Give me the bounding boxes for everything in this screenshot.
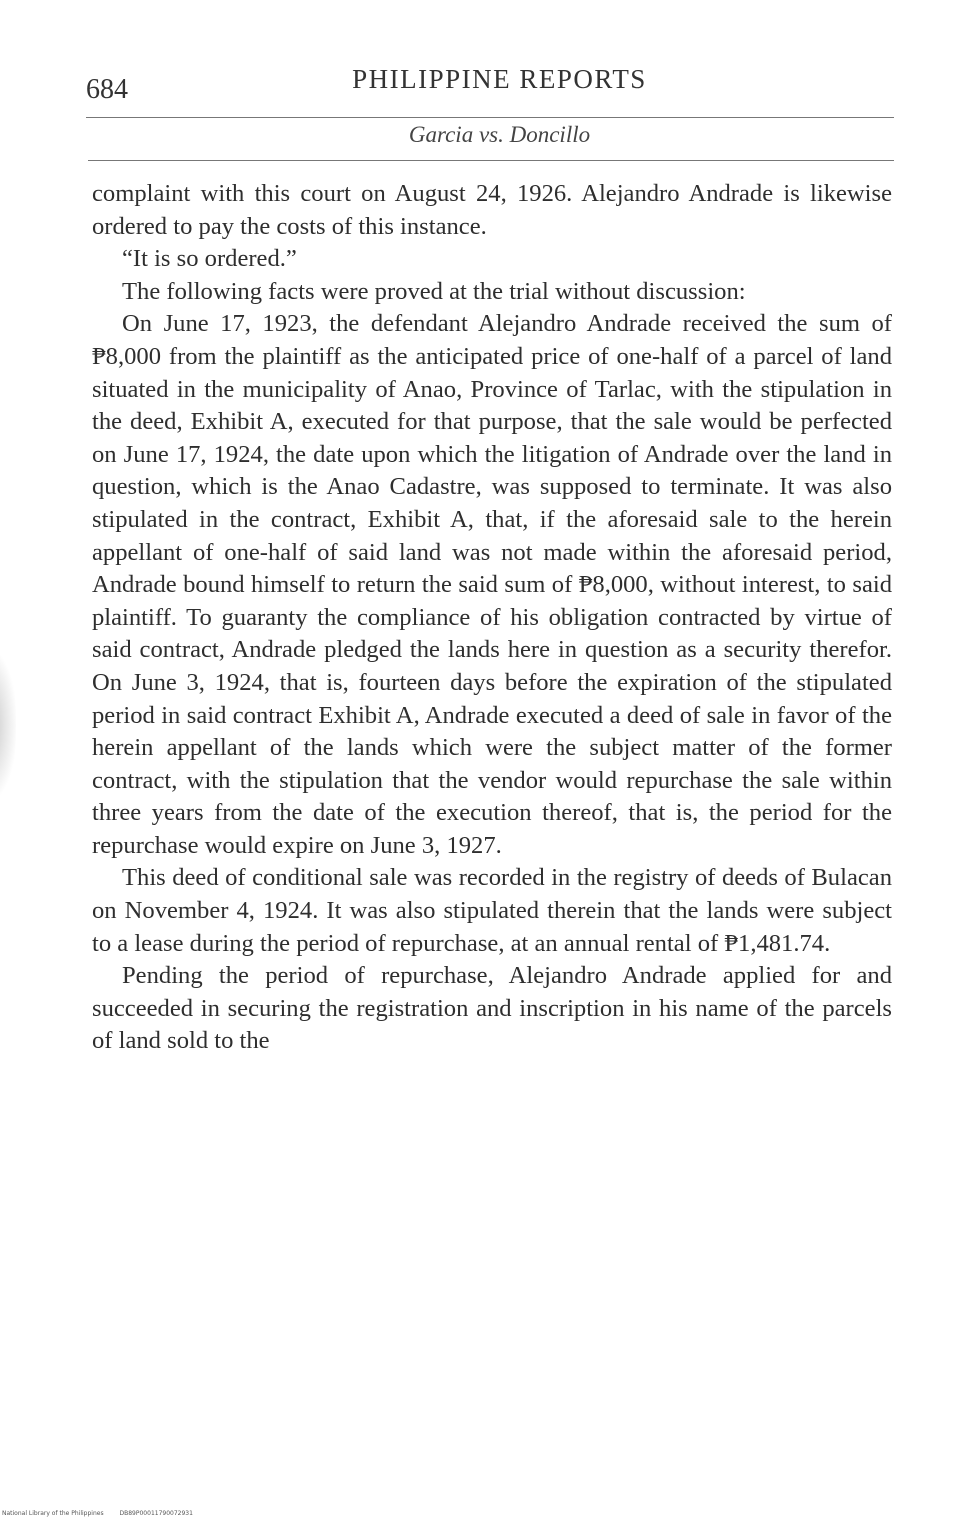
footer-credit: [2, 1510, 207, 1517]
paragraph-continuation: complaint with this court on August 24, 1926. Alejandro Andrade is likewise ordered to pay the costs of this instance.: [92, 180, 892, 240]
header-rule-top: [86, 117, 894, 118]
header-rule-bottom: [88, 160, 894, 161]
page-number: 684: [86, 74, 128, 105]
paragraph-pending: Pending the period of repurchase, Alejandro Andrade applied for and succeeded in securing the registration and inscription in his name of the parcels of land sold to the: [92, 962, 892, 1055]
paragraph-registry: This deed of conditional sale was recorded in the registry of deeds of Bulacan on November 4, 1924. It was also stipulated therein that the lands were subject to a lease during the period of repurchase, at an annual rental of ₱1,481.74.: [92, 864, 892, 957]
footer-identifier: DB89P00011790072931: [119, 1510, 193, 1517]
page-edge-shadow: [0, 650, 16, 800]
paragraph-facts-intro: The following facts were proved at the trial without discussion:: [122, 277, 746, 305]
body-text: [92, 178, 892, 1058]
footer-library: National Library of the Philippines: [2, 1510, 104, 1517]
paragraph-quote: “It is so ordered.”: [122, 245, 297, 273]
paragraph-facts: On June 17, 1923, the defendant Alejandro Andrade received the sum of ₱8,000 from the plaintiff as the anticipated price of one-half of a parcel of land situated in the municipality of Anao, Province of Tarlac, with the stipulation in the deed, Exhibit A, executed for that purpose, that the sale would be perfected on June 17, 1924, the date upon which the litigation of Andrade over the land in question, which is the Anao Cadastre, was supposed to terminate. It was also stipulated in the contract, Exhibit A, that, if the aforesaid sale to the herein appellant of one-half of said land was not made within the aforesaid period, Andrade bound himself to return the said sum of ₱8,000, without interest, to said plaintiff. To guaranty the compliance of his obligation contracted by virtue of said contract, Andrade pledged the lands here in question as a security therefor. On June 3, 1924, that is, fourteen days before the expiration of the stipulated period in said contract Exhibit A, Andrade executed a deed of sale in favor of the herein appellant of the lands which were the subject matter of the former contract, with the stipulation that the vendor would repurchase the sale within three years from the date of the execution thereof, that is, the period for the repurchase would expire on June 3, 1927.: [92, 310, 892, 859]
running-head: PHILIPPINE REPORTS: [352, 64, 647, 94]
case-title: Garcia vs. Doncillo: [408, 122, 591, 147]
